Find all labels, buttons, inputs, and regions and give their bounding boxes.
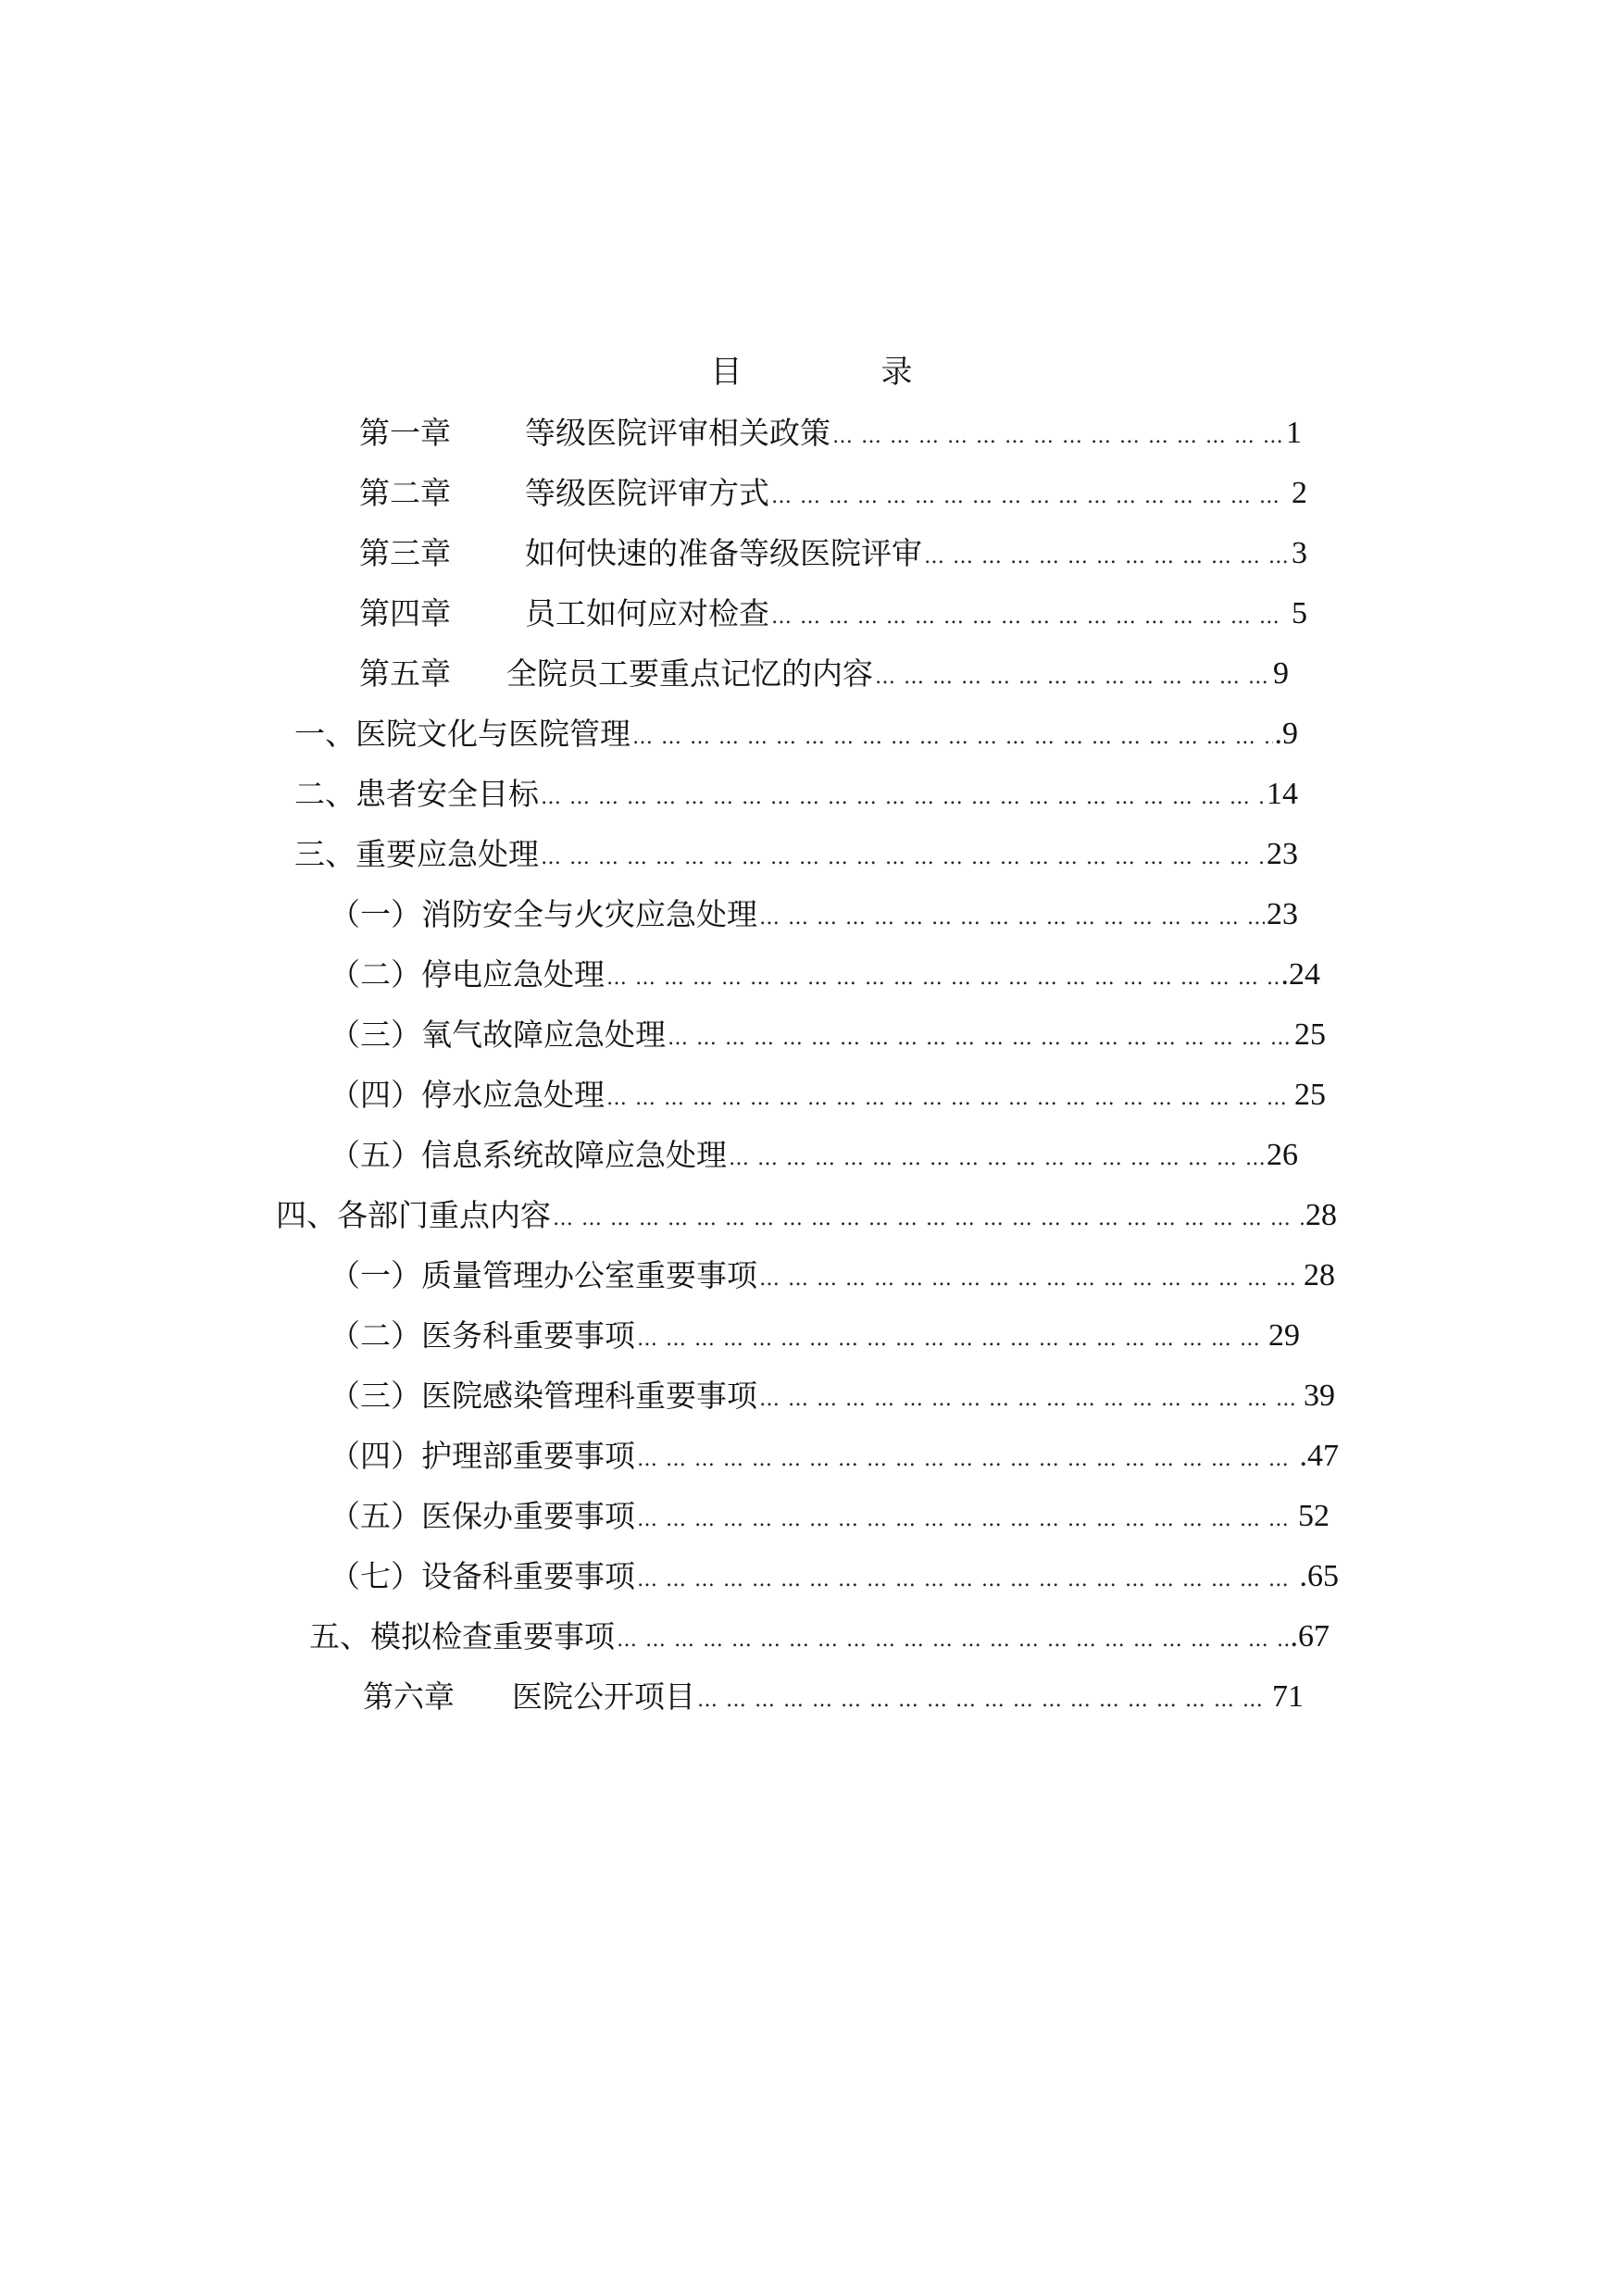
toc-entry-subsection-3-2[interactable]	[330, 955, 1320, 995]
dot-leader	[606, 962, 1280, 995]
toc-text: 氧气故障应急处理	[421, 1017, 666, 1053]
toc-prefix: 五、	[309, 1618, 370, 1654]
toc-text: 医院文化与医院管理	[356, 716, 630, 752]
toc-entry-chapter-6[interactable]	[363, 1677, 1304, 1717]
toc-entry-chapter-1[interactable]	[359, 413, 1302, 454]
toc-page-number: .47	[1299, 1439, 1339, 1473]
toc-page-number: 23	[1267, 837, 1298, 871]
toc-title-right: 录	[880, 354, 913, 391]
dot-leader	[771, 480, 1290, 514]
toc-text: 信息系统故障应急处理	[421, 1137, 727, 1173]
toc-title	[0, 354, 1623, 391]
toc-prefix: 第二章	[359, 475, 451, 511]
toc-entry-section-5[interactable]	[309, 1616, 1330, 1657]
toc-text: 如何快速的准备等级医院评审	[525, 535, 922, 571]
dot-leader	[697, 1684, 1270, 1717]
toc-entry-subsection-4-5[interactable]	[330, 1496, 1330, 1537]
toc-text: 停电应急处理	[421, 956, 605, 992]
dot-leader	[759, 1383, 1302, 1416]
toc-text: 重要应急处理	[356, 836, 539, 872]
toc-prefix: （四）	[330, 1077, 421, 1113]
toc-page-number: 29	[1268, 1318, 1300, 1353]
dot-leader	[759, 902, 1265, 935]
toc-entry-subsection-4-1[interactable]	[330, 1255, 1335, 1296]
toc-page-number: 1	[1286, 416, 1302, 450]
toc-entry-subsection-4-4[interactable]	[330, 1436, 1339, 1477]
toc-prefix: 二、	[294, 776, 356, 812]
toc-page-number: 3	[1292, 536, 1307, 570]
toc-text: 等级医院评审相关政策	[525, 415, 830, 451]
toc-page-number: 14	[1267, 777, 1298, 811]
toc-text: 设备科重要事项	[421, 1558, 635, 1594]
toc-entry-chapter-3[interactable]	[359, 533, 1307, 574]
dot-leader	[637, 1323, 1267, 1356]
dot-leader	[759, 1263, 1302, 1296]
toc-prefix: （三）	[330, 1378, 421, 1414]
toc-text: 医保办重要事项	[421, 1498, 635, 1534]
toc-entry-chapter-2[interactable]	[359, 473, 1307, 514]
dot-leader	[832, 420, 1284, 454]
dot-leader	[637, 1564, 1298, 1597]
toc-prefix: 三、	[294, 836, 356, 872]
toc-text: 各部门重点内容	[337, 1197, 551, 1233]
toc-text: 停水应急处理	[421, 1077, 605, 1113]
toc-page-number: 71	[1272, 1679, 1304, 1714]
toc-prefix: （五）	[330, 1498, 421, 1534]
toc-text: 医院感染管理科重要事项	[421, 1378, 757, 1414]
toc-entry-chapter-4[interactable]	[359, 593, 1307, 634]
toc-entry-section-2[interactable]	[294, 774, 1298, 815]
toc-page-number: .24	[1280, 957, 1320, 992]
toc-text: 全院员工要重点记忆的内容	[506, 655, 873, 692]
dot-leader	[637, 1443, 1298, 1477]
toc-page-number: .67	[1290, 1619, 1330, 1653]
toc-text: 护理部重要事项	[421, 1438, 635, 1474]
toc-page-number: .9	[1274, 717, 1298, 751]
toc-text: 患者安全目标	[356, 776, 539, 812]
toc-page-number: 28	[1305, 1198, 1337, 1232]
toc-prefix: （四）	[330, 1438, 421, 1474]
dot-leader	[875, 661, 1271, 694]
toc-prefix: 第一章	[359, 415, 451, 451]
toc-page-number: 2	[1292, 476, 1307, 510]
toc-entry-section-3[interactable]	[294, 834, 1298, 875]
toc-prefix: 第六章	[363, 1678, 455, 1715]
dot-leader	[637, 1504, 1296, 1537]
toc-page-number: 25	[1294, 1078, 1326, 1112]
toc-text: 医院公开项目	[512, 1678, 695, 1715]
toc-text: 质量管理办公室重要事项	[421, 1257, 757, 1293]
toc-entry-subsection-3-5[interactable]	[330, 1135, 1298, 1176]
dot-leader	[606, 1082, 1292, 1116]
toc-entry-subsection-4-7[interactable]	[330, 1556, 1339, 1597]
toc-text: 员工如何应对检查	[525, 595, 769, 631]
toc-page-number: 23	[1267, 897, 1298, 931]
toc-prefix: 四、	[276, 1197, 337, 1233]
dot-leader	[632, 721, 1273, 755]
dot-leader	[541, 842, 1265, 875]
toc-prefix: （一）	[330, 1257, 421, 1293]
dot-leader	[553, 1203, 1304, 1236]
toc-page-number: 26	[1267, 1138, 1298, 1172]
toc-prefix: （二）	[330, 1317, 421, 1354]
toc-text: 医务科重要事项	[421, 1317, 635, 1354]
toc-prefix: （二）	[330, 956, 421, 992]
toc-page-number: 5	[1292, 596, 1307, 630]
toc-entry-section-1[interactable]	[294, 714, 1298, 755]
toc-prefix: 第五章	[359, 655, 451, 692]
toc-page-number: 28	[1304, 1258, 1335, 1292]
toc-page-number: 39	[1304, 1379, 1335, 1413]
dot-leader	[541, 781, 1265, 815]
dot-leader	[729, 1142, 1265, 1176]
toc-entry-subsection-4-2[interactable]	[330, 1316, 1300, 1356]
toc-prefix: 第四章	[359, 595, 451, 631]
dot-leader	[668, 1022, 1292, 1055]
toc-text: 等级医院评审方式	[525, 475, 769, 511]
toc-prefix: （五）	[330, 1137, 421, 1173]
toc-page-number: 25	[1294, 1017, 1326, 1052]
toc-text: 模拟检查重要事项	[370, 1618, 615, 1654]
toc-page-number: 9	[1273, 656, 1289, 691]
toc-entry-subsection-3-3[interactable]	[330, 1015, 1326, 1055]
toc-entry-section-4[interactable]	[276, 1195, 1337, 1236]
toc-prefix: （一）	[330, 896, 421, 932]
toc-prefix: 第三章	[359, 535, 451, 571]
toc-page-number: 52	[1298, 1499, 1330, 1533]
dot-leader	[771, 601, 1290, 634]
toc-prefix: 一、	[294, 716, 356, 752]
toc-title-left: 目	[710, 354, 743, 391]
toc-page-number: .65	[1299, 1559, 1339, 1593]
toc-entry-subsection-4-3[interactable]	[330, 1376, 1335, 1416]
dot-leader	[617, 1624, 1289, 1657]
toc-prefix: （七）	[330, 1558, 421, 1594]
toc-prefix: （三）	[330, 1017, 421, 1053]
toc-entry-subsection-3-4[interactable]	[330, 1075, 1326, 1116]
toc-text: 消防安全与火灾应急处理	[421, 896, 757, 932]
toc-entry-chapter-5[interactable]	[359, 654, 1289, 694]
dot-leader	[924, 541, 1290, 574]
toc-entry-subsection-3-1[interactable]	[330, 894, 1298, 935]
